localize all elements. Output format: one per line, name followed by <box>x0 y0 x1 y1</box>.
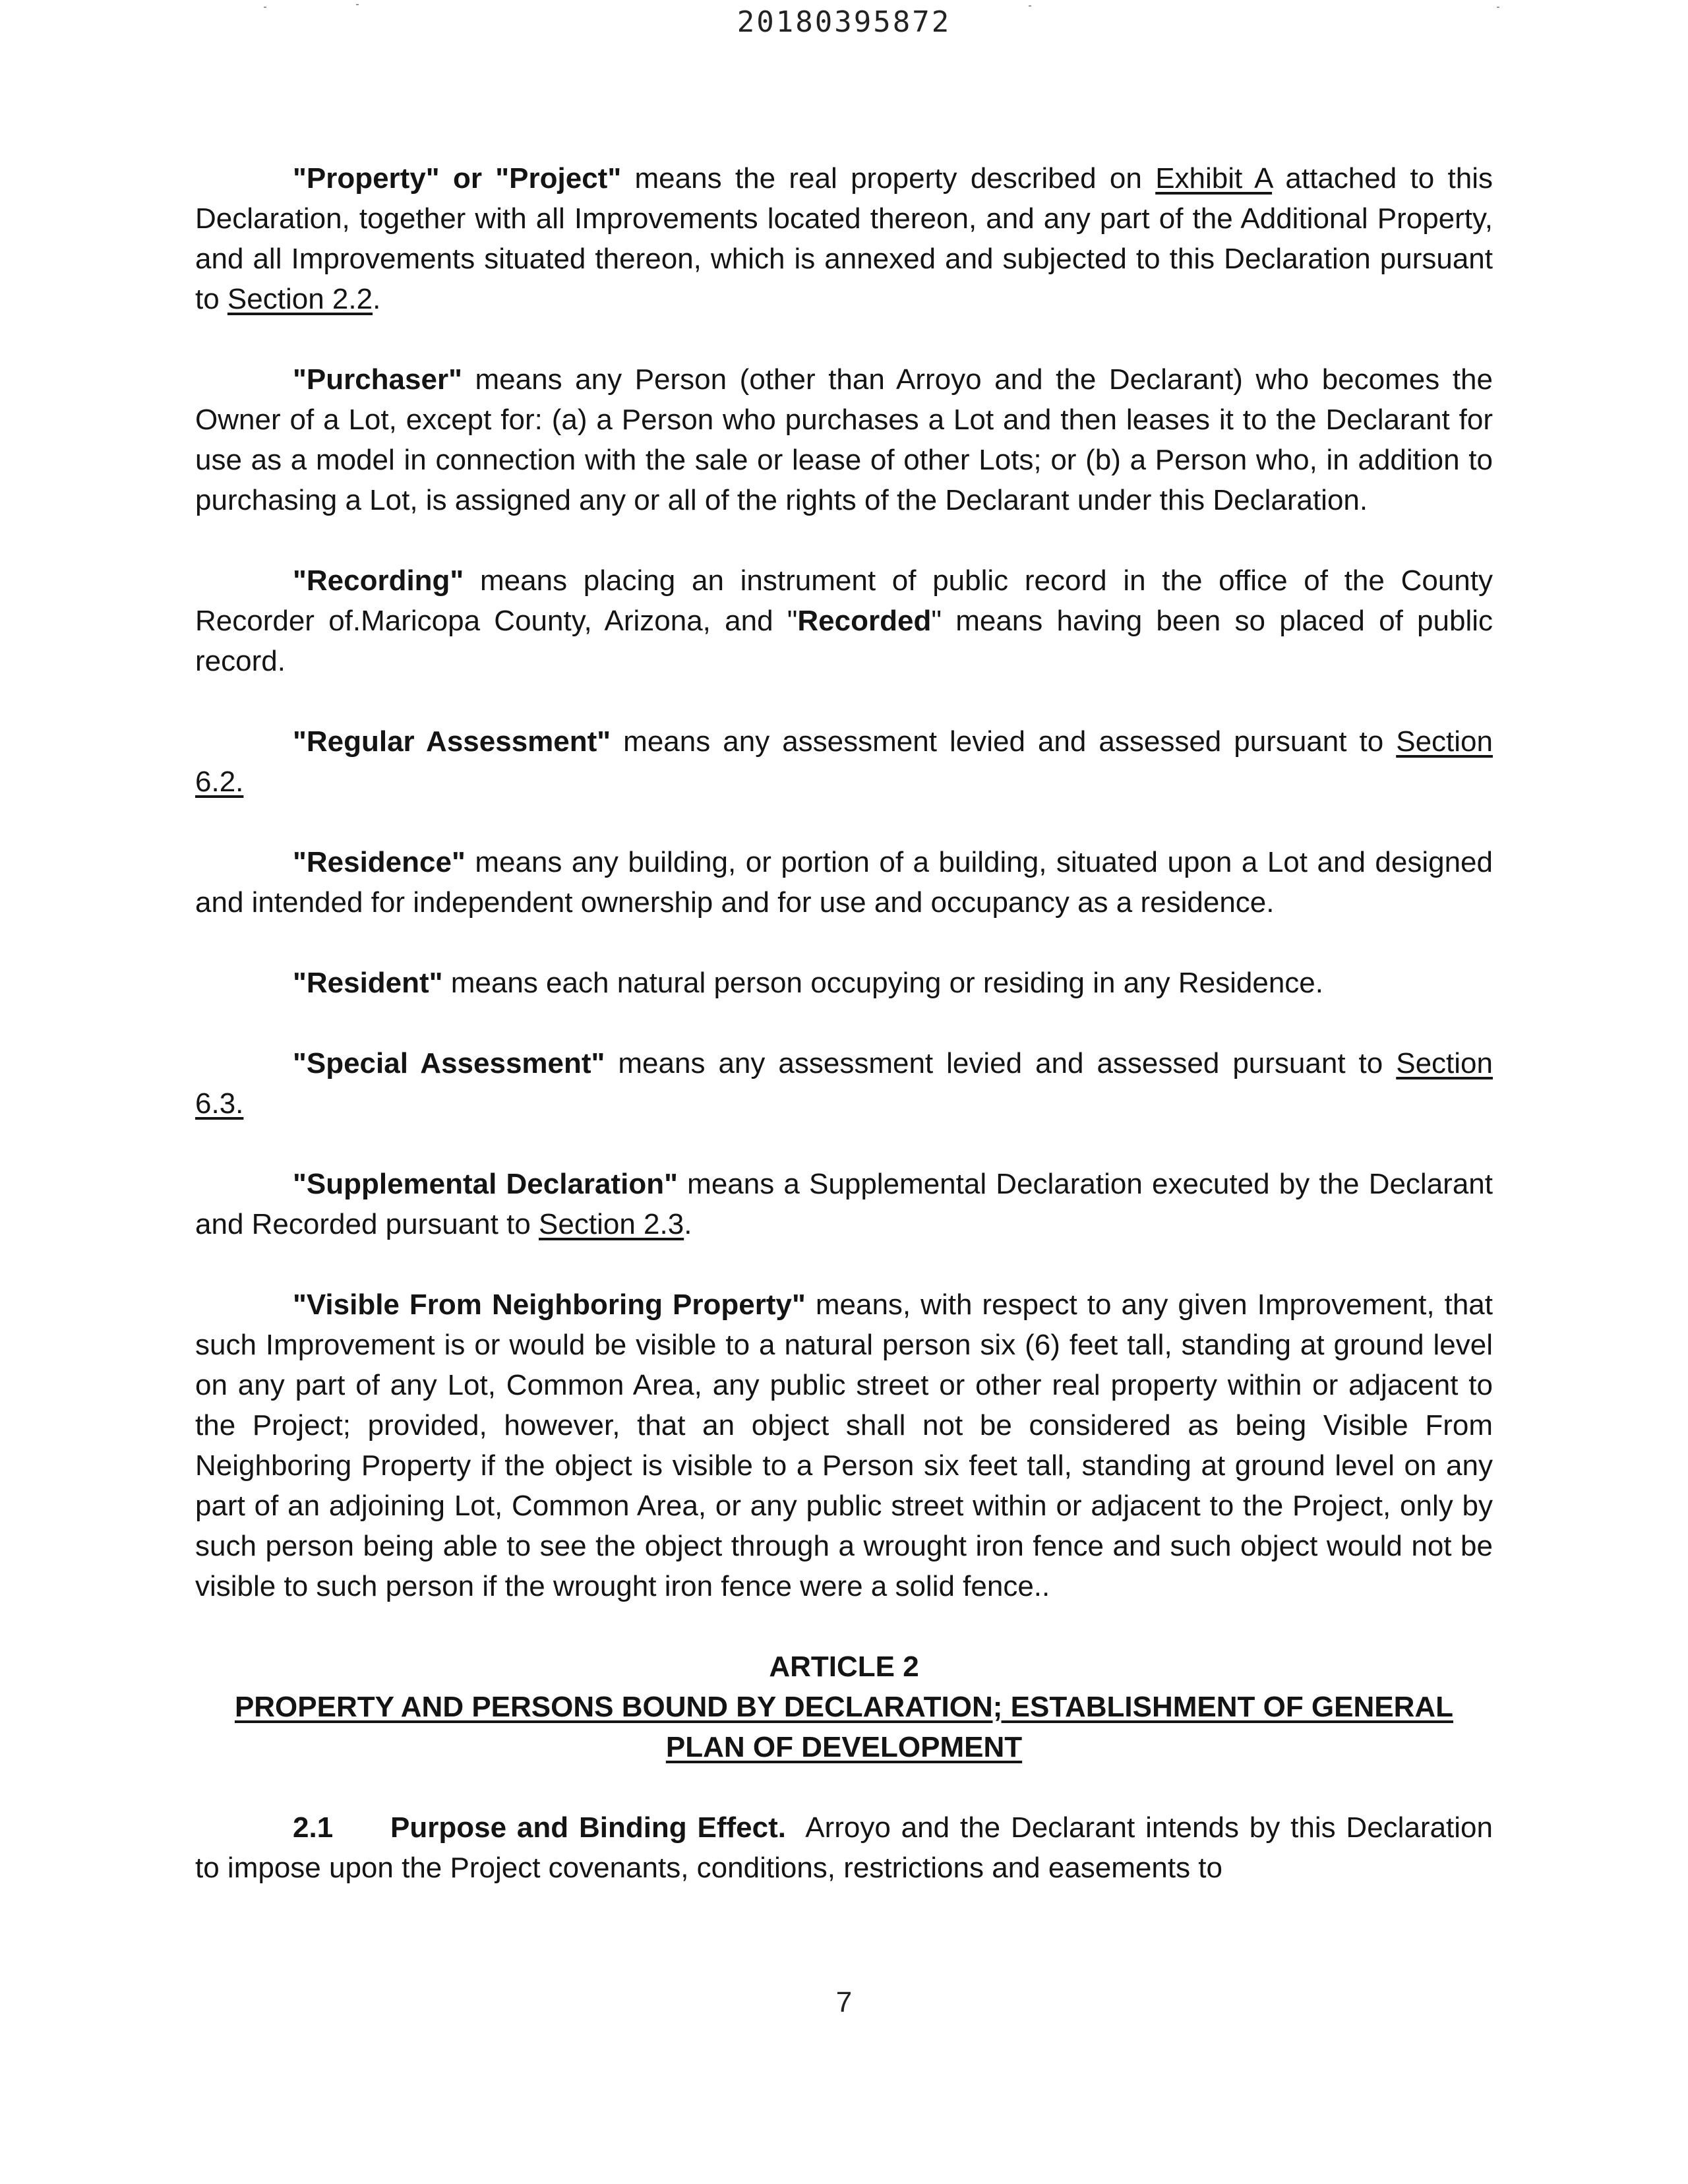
defined-term: "Residence" <box>293 846 466 878</box>
article-title: PROPERTY AND PERSONS BOUND BY DECLARATION; ESTABLISHMENT OF GENERAL PLAN OF DEVELOPMENT <box>234 1691 1454 1763</box>
section-reference: Section 2.2 <box>227 283 373 315</box>
section-reference: Section 6.3. <box>195 1047 1493 1120</box>
scan-speck <box>356 4 359 5</box>
defined-term: "Property" or "Project" <box>293 162 622 195</box>
definition-regular-assessment: "Regular Assessment" means any assessment levied and assessed pursuant to Section 6.2. <box>195 725 1493 798</box>
definition-visible-from-neighboring-property: "Visible From Neighboring Property" means, with respect to any given Improvement, that such Improvement is or would be visible to a natural person six (6) feet tall, standing at ground level on any part of any Lot, Common Area, any public street or other real property within or adjacent to the Project; provided, however, that an object shall not be considered as being Visible From Neighboring Property if the object is visible to a Person six feet tall, standing at ground level on any part of an adjoining Lot, Common Area, or any public street within or adjacent to the Project, only by such person being able to see the object through a wrought iron fence and such object would not be visible to such person if the wrought iron fence were a solid fence.. <box>195 1289 1493 1602</box>
section-reference: Section 6.2. <box>195 725 1493 798</box>
section-number: 2.1 <box>293 1811 334 1844</box>
definition-residence: "Residence" means any building, or portion of a building, situated upon a Lot and designed and intended for independent ownership and for use and occupancy as a residence. <box>195 846 1493 919</box>
defined-term: Recorded <box>797 605 932 637</box>
section-2-1: 2.1 Purpose and Binding Effect. Arroyo and the Declarant intends by this Declaration to impose upon the Project covenants, conditions, restrictions and easements to <box>195 1807 1493 1888</box>
defined-term: "Resident" <box>293 967 443 999</box>
document-body <box>195 158 1501 1928</box>
defined-term: "Visible From Neighboring Property" <box>293 1289 806 1321</box>
defined-term: "Purchaser" <box>293 363 462 396</box>
definition-purchaser: "Purchaser" means any Person (other than Arroyo and the Declarant) who becomes the Owner of a Lot, except for: (a) a Person who purchases a Lot and then leases it to the Declarant for use as a model in connection with the sale or lease of other Lots; or (b) a Person who, in addition to purchasing a Lot, is assigned any or all of the rights of the Declarant under this Declaration. <box>195 363 1493 516</box>
definition-resident: "Resident" means each natural person occupying or residing in any Residence. <box>293 967 1323 999</box>
defined-term: "Regular Assessment" <box>293 725 611 758</box>
defined-term: "Special Assessment" <box>293 1047 605 1079</box>
document-number: 20180395872 <box>737 5 951 39</box>
page-number: 7 <box>835 1986 853 2018</box>
definition-recording: "Recording" means placing an instrument of public record in the office of the County Recorder of.Maricopa County, Arizona, and "Recorded" means having been so placed of public record. <box>195 564 1493 677</box>
article-label: ARTICLE 2 <box>769 1651 919 1683</box>
defined-term: "Recording" <box>293 564 464 597</box>
defined-term: "Supplemental Declaration" <box>293 1168 678 1200</box>
scan-speck <box>1497 7 1499 8</box>
definition-supplemental-declaration: "Supplemental Declaration" means a Supplemental Declaration executed by the Declarant and Recorded pursuant to Section 2.3. <box>195 1168 1493 1240</box>
definition-property: "Property" or "Project" means the real property described on Exhibit A attached to this Declaration, together with all Improvements located thereon, and any part of the Additional Property, and all Improvements situated thereon, which is annexed and subjected to this Declaration pursuant to Section 2.2. <box>195 162 1493 315</box>
exhibit-a-link: Exhibit A <box>1155 162 1273 195</box>
section-reference: Section 2.3 <box>539 1208 684 1240</box>
definition-special-assessment: "Special Assessment" means any assessment levied and assessed pursuant to Section 6.3. <box>195 1047 1493 1120</box>
scan-speck <box>1029 5 1031 7</box>
section-heading: Purpose and Binding Effect. <box>390 1811 786 1844</box>
scan-speck <box>264 7 266 8</box>
